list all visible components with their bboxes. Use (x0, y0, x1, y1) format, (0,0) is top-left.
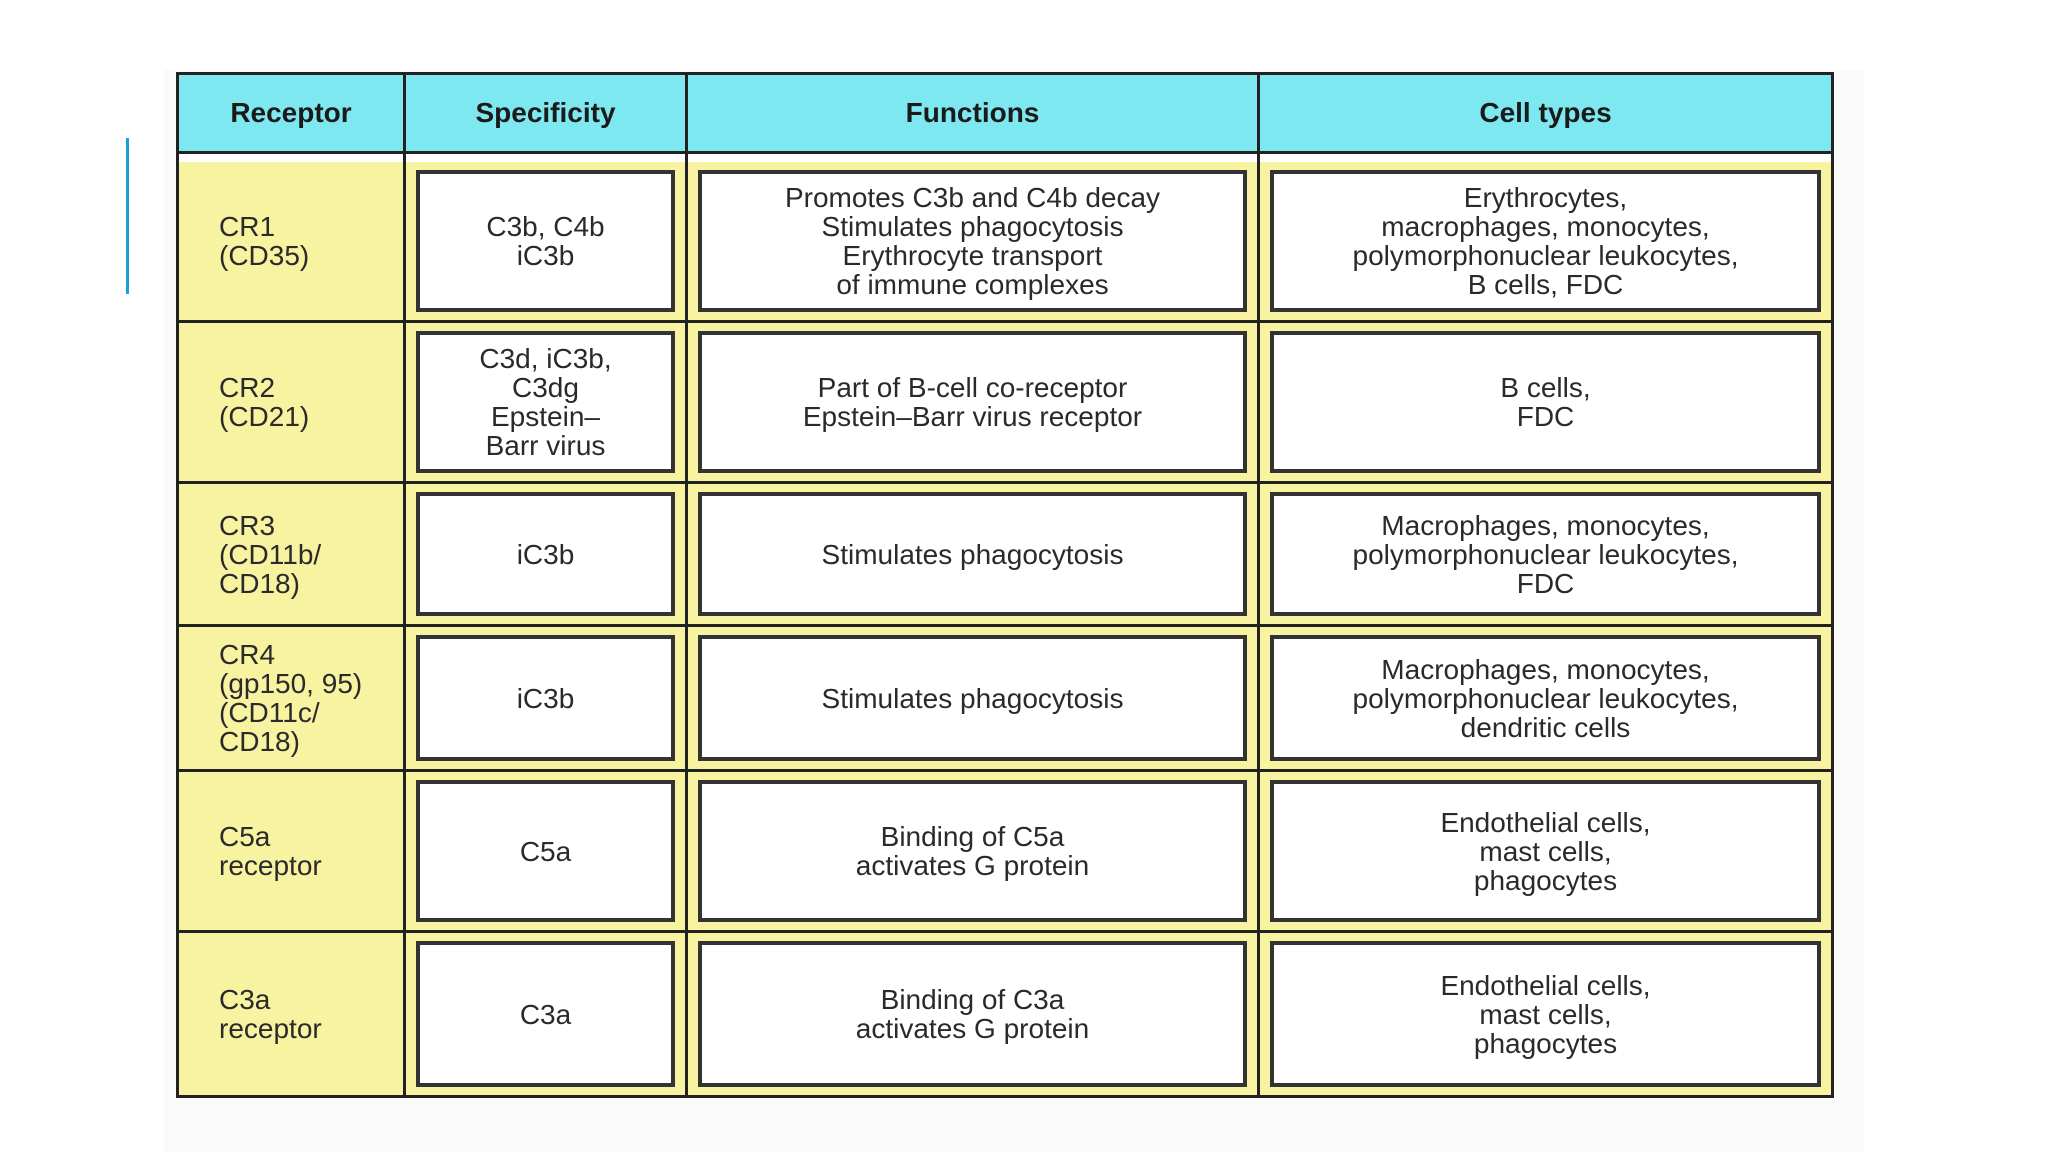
specificity-cell (406, 772, 688, 933)
cell-types-text: Erythrocytes, macrophages, monocytes, polymorphonuclear leukocytes, B cells, FDC (1270, 170, 1821, 312)
functions-cell (688, 162, 1260, 323)
specificity-cell (406, 933, 688, 1095)
complement-receptor-table (176, 72, 1834, 1098)
specificity-text: iC3b (416, 492, 675, 616)
cell-types-cell (1260, 484, 1831, 627)
receptor-cell: CR4 (gp150, 95) (CD11c/ CD18) (179, 627, 406, 772)
table-row (179, 162, 1831, 323)
table-row (179, 772, 1831, 933)
specificity-cell (406, 323, 688, 484)
specificity-cell (406, 484, 688, 627)
cell-types-text: Macrophages, monocytes, polymorphonuclear leukocytes, FDC (1270, 492, 1821, 616)
functions-text: Stimulates phagocytosis (698, 635, 1247, 761)
cell-types-text: B cells, FDC (1270, 331, 1821, 473)
specificity-cell (406, 627, 688, 772)
cell-types-cell (1260, 323, 1831, 484)
receptor-cell: CR2 (CD21) (179, 323, 406, 484)
specificity-text: C3b, C4b iC3b (416, 170, 675, 312)
functions-text: Binding of C5a activates G protein (698, 780, 1247, 922)
header-row (179, 75, 1831, 154)
functions-text: Stimulates phagocytosis (698, 492, 1247, 616)
table-row (179, 627, 1831, 772)
header-receptor: Receptor (179, 75, 406, 154)
specificity-text: C3d, iC3b, C3dg Epstein– Barr virus (416, 331, 675, 473)
functions-text: Part of B-cell co-receptor Epstein–Barr virus receptor (698, 331, 1247, 473)
functions-cell (688, 484, 1260, 627)
cell-types-text: Macrophages, monocytes, polymorphonuclear leukocytes, dendritic cells (1270, 635, 1821, 761)
specificity-text: C5a (416, 780, 675, 922)
functions-text: Binding of C3a activates G protein (698, 941, 1247, 1087)
specificity-text: C3a (416, 941, 675, 1087)
receptor-cell: C5a receptor (179, 772, 406, 933)
cell-types-cell (1260, 162, 1831, 323)
functions-text: Promotes C3b and C4b decay Stimulates phagocytosis Erythrocyte transport of immune complexes (698, 170, 1247, 312)
cell-types-cell (1260, 627, 1831, 772)
accent-bar (126, 138, 129, 294)
specificity-text: iC3b (416, 635, 675, 761)
functions-cell (688, 323, 1260, 484)
table-row (179, 484, 1831, 627)
cell-types-text: Endothelial cells, mast cells, phagocytes (1270, 780, 1821, 922)
header-spacer (179, 154, 1831, 162)
functions-cell (688, 627, 1260, 772)
header-cell-types: Cell types (1260, 75, 1831, 154)
specificity-cell (406, 162, 688, 323)
receptor-cell: CR3 (CD11b/ CD18) (179, 484, 406, 627)
receptor-cell: CR1 (CD35) (179, 162, 406, 323)
cell-types-text: Endothelial cells, mast cells, phagocytes (1270, 941, 1821, 1087)
table-row (179, 323, 1831, 484)
header-functions: Functions (688, 75, 1260, 154)
cell-types-cell (1260, 933, 1831, 1095)
functions-cell (688, 772, 1260, 933)
functions-cell (688, 933, 1260, 1095)
table-row (179, 933, 1831, 1095)
receptor-cell: C3a receptor (179, 933, 406, 1095)
cell-types-cell (1260, 772, 1831, 933)
header-specificity: Specificity (406, 75, 688, 154)
